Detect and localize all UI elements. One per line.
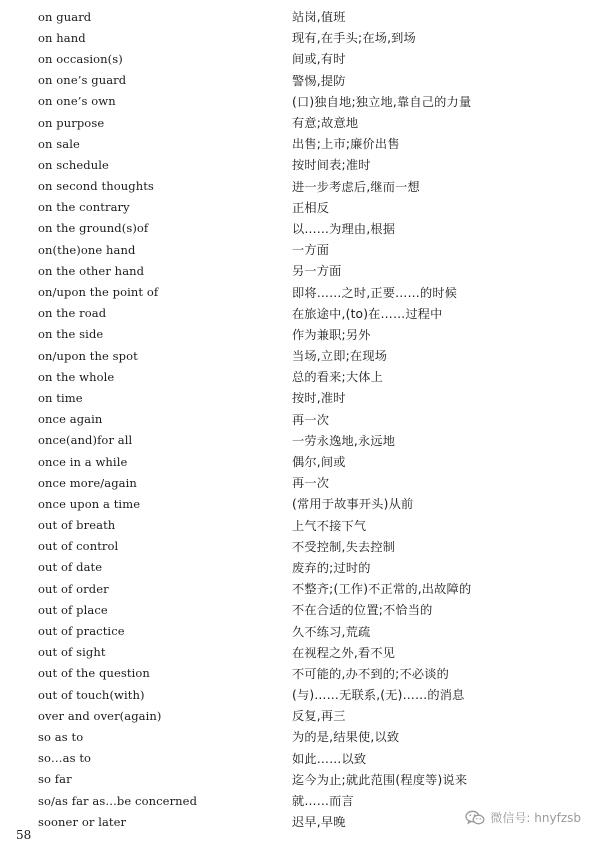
meaning-text: 正相反 [292,200,330,215]
phrase-text: once(and)for all [38,433,133,448]
phrase-text: out of breath [38,518,116,533]
meaning-text: 出售;上市;廉价出售 [292,137,400,152]
meaning-text: 迟早,早晚 [292,815,346,830]
list-item [38,260,558,281]
meaning-text: 现有,在手头;在场,到场 [292,31,416,46]
list-item [38,536,558,557]
list-item [38,515,558,536]
phrase-text: on occasion(s) [38,51,123,66]
meaning-text: 不在合适的位置;不恰当的 [292,603,433,618]
list-item [38,133,558,154]
meaning-text: 迄今为止;就此范围(程度等)说来 [292,772,468,787]
meaning-text: 不受控制,失去控制 [292,539,396,554]
list-item [38,239,558,260]
phrase-text: so…as to [38,751,92,766]
wechat-watermark [465,809,581,826]
phrase-text: over and over(again) [38,708,162,723]
meaning-text: 反复,再三 [292,709,346,724]
phrase-text: on second thoughts [38,179,154,194]
phrase-text: out of date [38,560,103,575]
phrase-text: out of the question [38,666,150,681]
list-item [38,642,558,663]
list-item [38,218,558,239]
meaning-text: 一劳永逸地,永远地 [292,433,396,448]
phrase-text: out of place [38,602,108,617]
phrase-text: on one’s guard [38,73,127,88]
phrase-text: on time [38,390,83,405]
list-item [38,48,558,69]
meaning-text: 总的看来;大体上 [292,370,384,385]
meaning-text: 按时间表;准时 [292,158,371,173]
meaning-text: (常用于故事开头)从前 [292,497,414,512]
meaning-text: 不可能的,办不到的;不必谈的 [292,666,450,681]
meaning-text: 间或,有时 [292,52,346,67]
meaning-text: 为的是,结果使,以致 [292,730,400,745]
phrase-text: out of sight [38,645,106,660]
meaning-text: 作为兼职;另外 [292,327,371,342]
phrase-text: on/upon the spot [38,348,138,363]
meaning-text: 即将……之时,正要……的时候 [292,285,458,300]
phrase-text: on the side [38,327,104,342]
list-item [38,154,558,175]
phrase-text: once more/again [38,475,137,490]
phrase-text: out of control [38,539,119,554]
meaning-text: 久不练习,荒疏 [292,624,371,639]
meaning-text: 上气不接下气 [292,518,367,533]
phrase-text: sooner or later [38,814,127,829]
phrase-text: on purpose [38,115,105,130]
phrase-text: so/as far as…be concerned [38,793,198,808]
phrase-text: on(the)one hand [38,242,136,257]
list-item [38,6,558,27]
meaning-text: 按时,准时 [292,391,346,406]
meaning-text: 在视程之外,看不见 [292,645,396,660]
list-item [38,599,558,620]
list-item [38,451,558,472]
meaning-text: 如此……以致 [292,751,367,766]
phrase-text: on the road [38,306,107,321]
wechat-icon [465,810,485,826]
phrase-text: on schedule [38,157,109,172]
meaning-text: 当场,立即;在现场 [292,349,388,364]
list-item [38,620,558,641]
phrase-text: on the whole [38,369,115,384]
phrase-text: on the ground(s)of [38,221,149,236]
meaning-text: 站岗,值班 [292,10,346,25]
list-item [38,324,558,345]
list-item [38,176,558,197]
list-item [38,345,558,366]
list-item [38,769,558,790]
list-item [38,387,558,408]
meaning-text: 另一方面 [292,264,342,279]
list-item [38,91,558,112]
page-number: 58 [16,828,32,842]
list-item [38,472,558,493]
list-item [38,27,558,48]
phrase-text: out of practice [38,624,125,639]
meaning-text: 偶尔,间或 [292,455,346,470]
meaning-text: 在旅途中,(to)在……过程中 [292,306,443,321]
meaning-text: 不整齐;(工作)不正常的,出故障的 [292,582,472,597]
phrase-text: on the other hand [38,263,145,278]
list-item [38,557,558,578]
list-item [38,281,558,302]
phrase-text: once again [38,412,103,427]
meaning-text: 以……为理由,根据 [292,221,396,236]
phrase-text: out of order [38,581,109,596]
phrase-text: on hand [38,30,86,45]
meaning-text: (与)……无联系,(无)……的消息 [292,688,465,703]
list-item [38,748,558,769]
meaning-text: 进一步考虑后,继而一想 [292,179,420,194]
phrase-text: once in a while [38,454,128,469]
watermark-text: 微信号: hnyfzsb [490,811,581,825]
list-item [38,684,558,705]
list-item [38,578,558,599]
phrase-list [38,6,558,832]
meaning-text: 有意;故意地 [292,116,359,131]
list-item [38,726,558,747]
phrase-text: so as to [38,729,84,744]
phrase-text: on guard [38,9,92,24]
phrase-text: on sale [38,136,80,151]
meaning-text: 再一次 [292,412,330,427]
list-item [38,197,558,218]
list-item [38,493,558,514]
meaning-text: 再一次 [292,476,330,491]
list-item [38,790,558,811]
meaning-text: 警惕,提防 [292,73,346,88]
list-item [38,112,558,133]
list-item [38,70,558,91]
phrase-text: once upon a time [38,496,141,511]
list-item [38,430,558,451]
phrase-text: on the contrary [38,200,130,215]
list-item [38,705,558,726]
list-item [38,409,558,430]
phrase-text: out of touch(with) [38,687,145,702]
meaning-text: 一方面 [292,243,330,258]
meaning-text: 废弃的;过时的 [292,560,371,575]
phrase-text: so far [38,772,72,787]
list-item [38,663,558,684]
phrase-text: on one’s own [38,94,116,109]
list-item [38,303,558,324]
meaning-text: (口)独自地;独立地,靠自己的力量 [292,94,472,109]
phrase-text: on/upon the point of [38,285,159,300]
list-item [38,366,558,387]
meaning-text: 就……而言 [292,794,354,809]
